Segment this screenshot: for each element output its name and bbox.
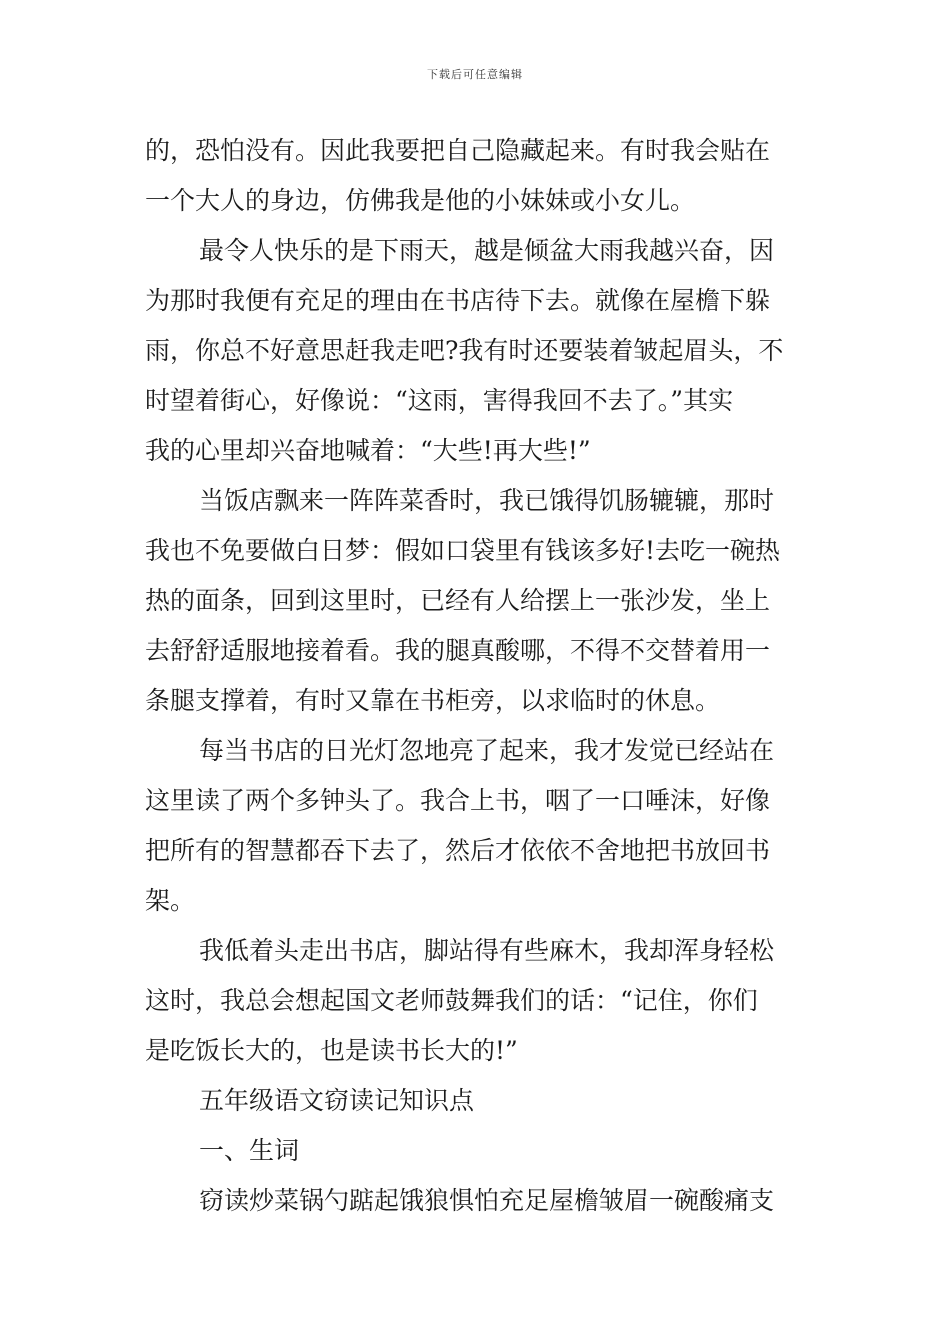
text-line: 我的心里却兴奋地喊着：“大些!再大些!” [145,436,591,465]
section-heading: 五年级语文窃读记知识点 [199,1086,475,1115]
paragraph-start-line: 我低着头走出书店，脚站得有些麻木，我却浑身轻松 [199,936,775,965]
text-line: 条腿支撑着，有时又靠在书柜旁，以求临时的休息。 [145,686,721,715]
text-line: 一个大人的身边，仿佛我是他的小妹妹或小女儿。 [145,186,696,215]
text-line: 把所有的智慧都吞下去了，然后才依依不舍地把书放回书 [145,836,771,865]
text-line: 时望着街心，好像说：“这雨，害得我回不去了。”其实 [145,386,734,415]
text-line: 雨，你总不好意思赶我走吧?我有时还要装着皱起眉头，不 [145,336,784,365]
paragraph-start-line: 当饭店飘来一阵阵菜香时，我已饿得饥肠辘辘，那时 [199,486,775,515]
paragraph-start-line: 最令人快乐的是下雨天，越是倾盆大雨我越兴奋，因 [199,236,775,265]
text-line: 为那时我便有充足的理由在书店待下去。就像在屋檐下躲 [145,286,771,315]
text-line: 去舒舒适服地接着看。我的腿真酸哪，不得不交替着用一 [145,636,771,665]
text-line: 架。 [145,886,196,915]
document-body [145,126,807,1226]
text-line: 我也不免要做白日梦：假如口袋里有钱该多好!去吃一碗热 [145,536,781,565]
text-line: 热的面条，回到这里时，已经有人给摆上一张沙发，坐上 [145,586,771,615]
text-line: 这里读了两个多钟头了。我合上书，咽了一口唾沫，好像 [145,786,771,815]
text-line: 是吃饭长大的，也是读书长大的!” [145,1036,518,1065]
paragraph-start-line: 每当书店的日光灯忽地亮了起来，我才发觉已经站在 [199,736,775,765]
text-line: 这时，我总会想起国文老师鼓舞我们的话：“记住，你们 [145,986,758,1015]
vocabulary-line: 窃读炒菜锅勺踮起饿狼惧怕充足屋檐皱眉一碗酸痛支 [199,1186,775,1215]
text-line: 的，恐怕没有。因此我要把自己隐藏起来。有时我会贴在 [145,136,771,165]
subsection-heading: 一、生词 [199,1136,300,1165]
page-header: 下载后可任意编辑 [427,68,523,81]
